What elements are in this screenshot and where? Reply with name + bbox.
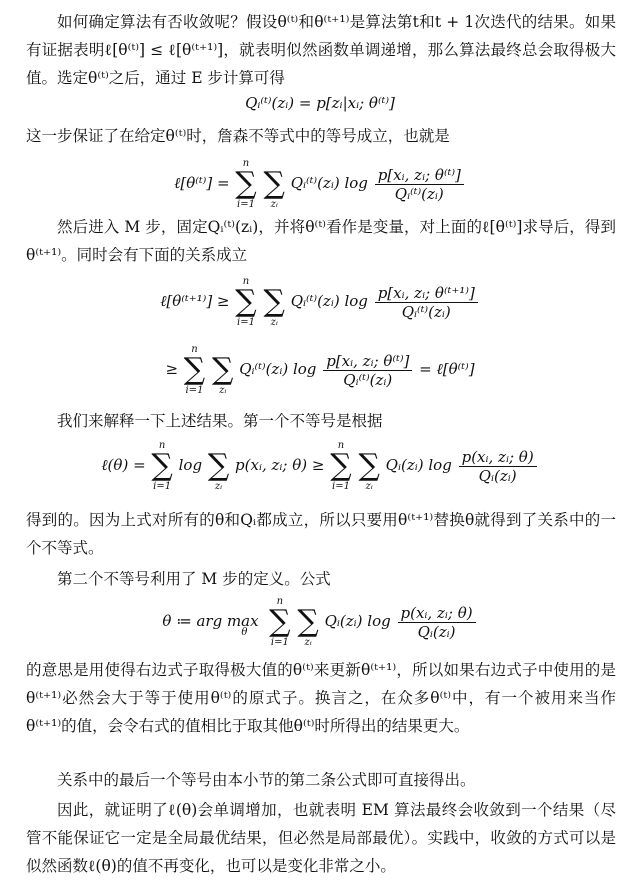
eq2-sum-i-bottom: i=1 — [237, 199, 255, 210]
eq6-term: Qᵢ(zᵢ) log — [324, 612, 391, 630]
eq4-sum-z: ∑ zᵢ — [212, 352, 234, 396]
eq6-denominator: Qᵢ(zᵢ) — [417, 622, 456, 641]
eq4-numerator: p[xᵢ, zᵢ; θ⁽ᵗ⁾] — [323, 352, 412, 371]
eq3-term: Qᵢ⁽ᵗ⁾(zᵢ) log — [290, 292, 368, 310]
eq2-term: Qᵢ⁽ᵗ⁾(zᵢ) log — [290, 174, 368, 192]
eq5-sum-i-bottom: i=1 — [153, 481, 172, 492]
eq6-lhs: θ ≔ arg max — [162, 612, 259, 630]
eq3-sum-i-top: n — [242, 276, 250, 287]
eq5-log: log — [178, 456, 203, 474]
eq2-sum-z: ∑ zᵢ — [263, 166, 285, 210]
equation-e-step — [0, 93, 640, 113]
paragraph-first-inequality: 我们来解释一下上述结果。第一个不等号是根据 — [57, 412, 383, 430]
eq3-denominator: Qᵢ⁽ᵗ⁾(zᵢ) — [401, 302, 451, 321]
eq5-sum-i-top: n — [158, 440, 166, 451]
eq2-sum-i-top: n — [242, 158, 250, 169]
eq4-sum-i-top: n — [191, 344, 198, 355]
paragraph-jensen-equality: 这一步保证了在给定θ⁽ᵗ⁾时，詹森不等式中的等号成立，也就是 — [26, 127, 450, 145]
eq2-sum-i: n ∑ i=1 — [235, 158, 257, 210]
eq5-sum-i-right-top: n — [337, 440, 345, 451]
eq4-sum-i: n ∑ i=1 — [183, 344, 206, 396]
eq3-sum-i: n ∑ i=1 — [235, 276, 257, 328]
eq5-inner: p(xᵢ, zᵢ; θ) ≥ — [235, 456, 325, 474]
eq5-fraction — [459, 448, 537, 485]
eq4-term: Qᵢ⁽ᵗ⁾(zᵢ) log — [239, 360, 317, 378]
eq5-sum-z: ∑ zᵢ — [207, 448, 230, 492]
eq4-fraction — [323, 352, 412, 389]
eq6-sum-i-top: n — [276, 596, 284, 607]
paragraph-last-equality: 关系中的最后一个等号由本小节的第二条公式即可直接得出。 — [57, 771, 476, 789]
paragraph-conclusion: 因此，就证明了ℓ(θ)会单调增加，也就表明 EM 算法最终会收敛到一个结果（尽管不能保证它一定是全局最优结果，但必然是局部最优）。实践中，收敛的方式可以是似然函数ℓ(θ)的值不再变化，也可以是变化非常之小。 — [26, 801, 616, 875]
eq5-sum-i-right: n ∑ i=1 — [330, 440, 352, 492]
eq5-term: Qᵢ(zᵢ) log — [385, 456, 452, 474]
eq6-sum-i: n ∑ i=1 — [269, 596, 291, 648]
eq6-sum-i-bottom: i=1 — [270, 637, 289, 648]
paragraph-second-inequality: 第二个不等号利用了 M 步的定义。公式 — [57, 570, 331, 588]
paragraph-m-step: 然后进入 M 步，固定Qᵢ⁽ᵗ⁾(zᵢ)，并将θ⁽ᵗ⁾看作是变量，对上面的ℓ[θ⁽ᵗ⁾]求导后，得到θ⁽ᵗ⁺¹⁾。同时会有下面的关系成立 — [26, 218, 616, 264]
equation-likelihood-t — [0, 158, 640, 210]
equation-e-step-expr: Qᵢ⁽ᵗ⁾(zᵢ) = p[zᵢ|xᵢ; θ⁽ᵗ⁾] — [245, 94, 395, 112]
eq4-sum-i-bottom: i=1 — [185, 385, 204, 396]
eq2-lhs: ℓ[θ⁽ᵗ⁾] = — [174, 174, 230, 192]
eq3-sum-z-bottom: zᵢ — [270, 317, 278, 328]
equation-likelihood-t1 — [0, 276, 640, 328]
eq6-sum-z: ∑ zᵢ — [297, 604, 319, 648]
eq5-sum-i-right-bottom: i=1 — [332, 481, 350, 492]
eq4-denominator: Qᵢ⁽ᵗ⁾(zᵢ) — [343, 370, 393, 389]
paragraph-argmax-meaning: 的意思是用使得右边式子取得极大值的θ⁽ᵗ⁾来更新θ⁽ᵗ⁺¹⁾，所以如果右边式子中使用的是θ⁽ᵗ⁺¹⁾必然会大于等于使用θ⁽ᵗ⁾的原式子。换言之，在众多θ⁽ᵗ⁾中，有一个被用来当作θ⁽ᵗ⁺¹⁾的值，会令右式的值相比于取其他θ⁽ᵗ⁾时所得出的结果更大。 — [26, 661, 616, 735]
eq6-argmax-subscript: θ — [241, 627, 248, 638]
eq3-numerator: p[xᵢ, zᵢ; θ⁽ᵗ⁺¹⁾] — [375, 284, 478, 303]
eq6-sum-z-bottom: zᵢ — [304, 637, 312, 648]
eq3-sum-z: ∑ zᵢ — [263, 284, 285, 328]
eq4-lhs: ≥ — [165, 360, 179, 378]
eq3-fraction — [375, 284, 478, 321]
eq2-numerator: p[xᵢ, zᵢ; θ⁽ᵗ⁾] — [375, 166, 464, 185]
eq5-denominator: Qᵢ(zᵢ) — [478, 466, 517, 485]
equation-likelihood-chain — [0, 344, 640, 396]
eq3-lhs: ℓ[θ⁽ᵗ⁺¹⁾] ≥ — [160, 292, 230, 310]
eq5-sum-z-right: ∑ zᵢ — [358, 448, 380, 492]
eq2-sum-z-bottom: zᵢ — [270, 199, 278, 210]
eq5-sum-i: n ∑ i=1 — [151, 440, 173, 492]
equation-jensen — [0, 440, 640, 492]
eq4-rhs: = ℓ[θ⁽ᵗ⁾] — [419, 360, 475, 378]
paragraph-first-inequality-explanation: 得到的。因为上式对所有的θ和Qᵢ都成立，所以只要用θ⁽ᵗ⁺¹⁾替换θ就得到了关系中的一个不等式。 — [26, 511, 616, 557]
paragraph-convergence-intro: 如何确定算法有否收敛呢？假设θ⁽ᵗ⁾和θ⁽ᵗ⁺¹⁾是算法第t和t + 1次迭代的结果。如果有证据表明ℓ[θ⁽ᵗ⁾] ≤ ℓ[θ⁽ᵗ⁺¹⁾]，就表明似然函数单调递增，那么算法最终总会取得极大值。选定θ⁽ᵗ⁾之后，通过 E 步计算可得 — [26, 13, 616, 87]
eq5-sum-z-bottom: zᵢ — [214, 481, 223, 492]
eq6-numerator: p(xᵢ, zᵢ; θ) — [398, 604, 476, 623]
equation-m-step-argmax — [0, 596, 640, 648]
eq2-denominator: Qᵢ⁽ᵗ⁾(zᵢ) — [394, 184, 444, 203]
eq5-numerator: p(xᵢ, zᵢ; θ) — [459, 448, 537, 467]
eq6-fraction — [398, 604, 476, 641]
eq5-lhs: ℓ(θ) = — [101, 456, 146, 474]
eq2-fraction — [375, 166, 464, 203]
eq4-sum-z-bottom: zᵢ — [219, 385, 227, 396]
eq5-sum-z-right-bottom: zᵢ — [365, 481, 373, 492]
eq3-sum-i-bottom: i=1 — [237, 317, 255, 328]
